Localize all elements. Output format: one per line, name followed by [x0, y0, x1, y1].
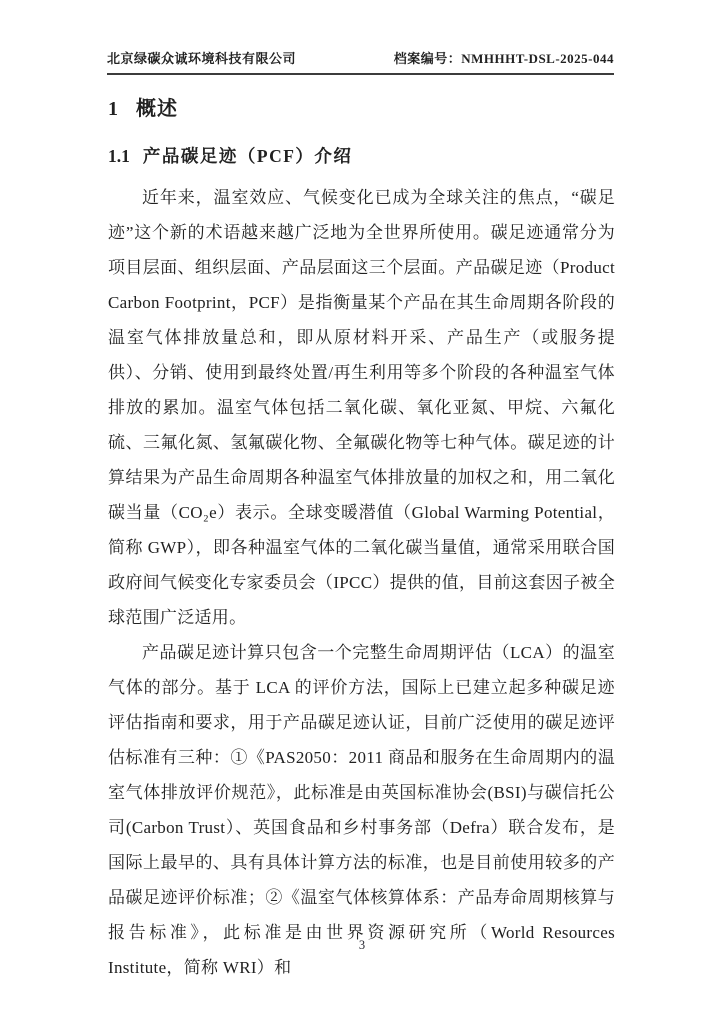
subsection-heading-pcf-intro: [108, 143, 352, 168]
section-heading-overview: [108, 92, 178, 121]
page-footer: [0, 938, 724, 953]
page-header: [107, 48, 614, 75]
section-number: 1: [108, 98, 118, 120]
company-name: 北京绿碳众诚环境科技有限公司: [107, 51, 297, 66]
archive-number: [394, 48, 614, 67]
paragraph-pcf-definition: 近年来，温室效应、气候变化已成为全球关注的焦点，“碳足迹”这个新的术语越来越广泛地为全世界所使用。碳足迹通常分为项目层面、组织层面、产品层面这三个层面。产品碳足迹（Product Carbon Footprint，PCF）是指衡量某个产品在其生命周期各阶段的温室气体排放量总和，即从原材料开采、产品生产（或服务提供）、分销、使用到最终处置/再生利用等多个阶段的各种温室气体排放的累加。温室气体包括二氧化碳、氧化亚氮、甲烷、六氟化硫、三氟化氮、氢氟碳化物、全氟碳化物等七种气体。碳足迹的计算结果为产品生命周期各种温室气体排放量的加权之和，用二氧化碳当量（CO₂e）表示。全球变暖潜值（Global Warming Potential，简称 GWP），即各种温室气体的二氧化碳当量值，通常采用联合国政府间气候变化专家委员会（IPCC）提供的值，目前这套因子被全球范围广泛适用。: [108, 188, 615, 627]
body-text: [108, 180, 615, 985]
archive-number-label: 档案编号：: [393, 51, 462, 66]
archive-number-value: NMHHHT-DSL-2025-044: [461, 51, 614, 66]
page-number: 3: [358, 938, 366, 952]
section-title: 概述: [136, 98, 178, 120]
subsection-number: 1.1: [108, 146, 130, 166]
subsection-title: 产品碳足迹（PCF）介绍: [142, 146, 353, 166]
paragraph-pcf-standards: 产品碳足迹计算只包含一个完整生命周期评估（LCA）的温室气体的部分。基于 LCA 的评价方法，国际上已建立起多种碳足迹评估指南和要求，用于产品碳足迹认证，目前广泛使用的碳足迹评估标准有三种：①《PAS2050：2011 商品和服务在生命周期内的温室气体排放评价规范》，此标准是由英国标准协会(BSI)与碳信托公司(Carbon Trust）、英国食品和乡村事务部（Defra）联合发布，是国际上最早的、具有具体计算方法的标准，也是目前使用较多的产品碳足迹评价标准；②《温室气体核算体系：产品寿命周期核算与报告标准》，此标准是由世界资源研究所（World Resources Institute，简称 WRI）和: [108, 643, 615, 977]
